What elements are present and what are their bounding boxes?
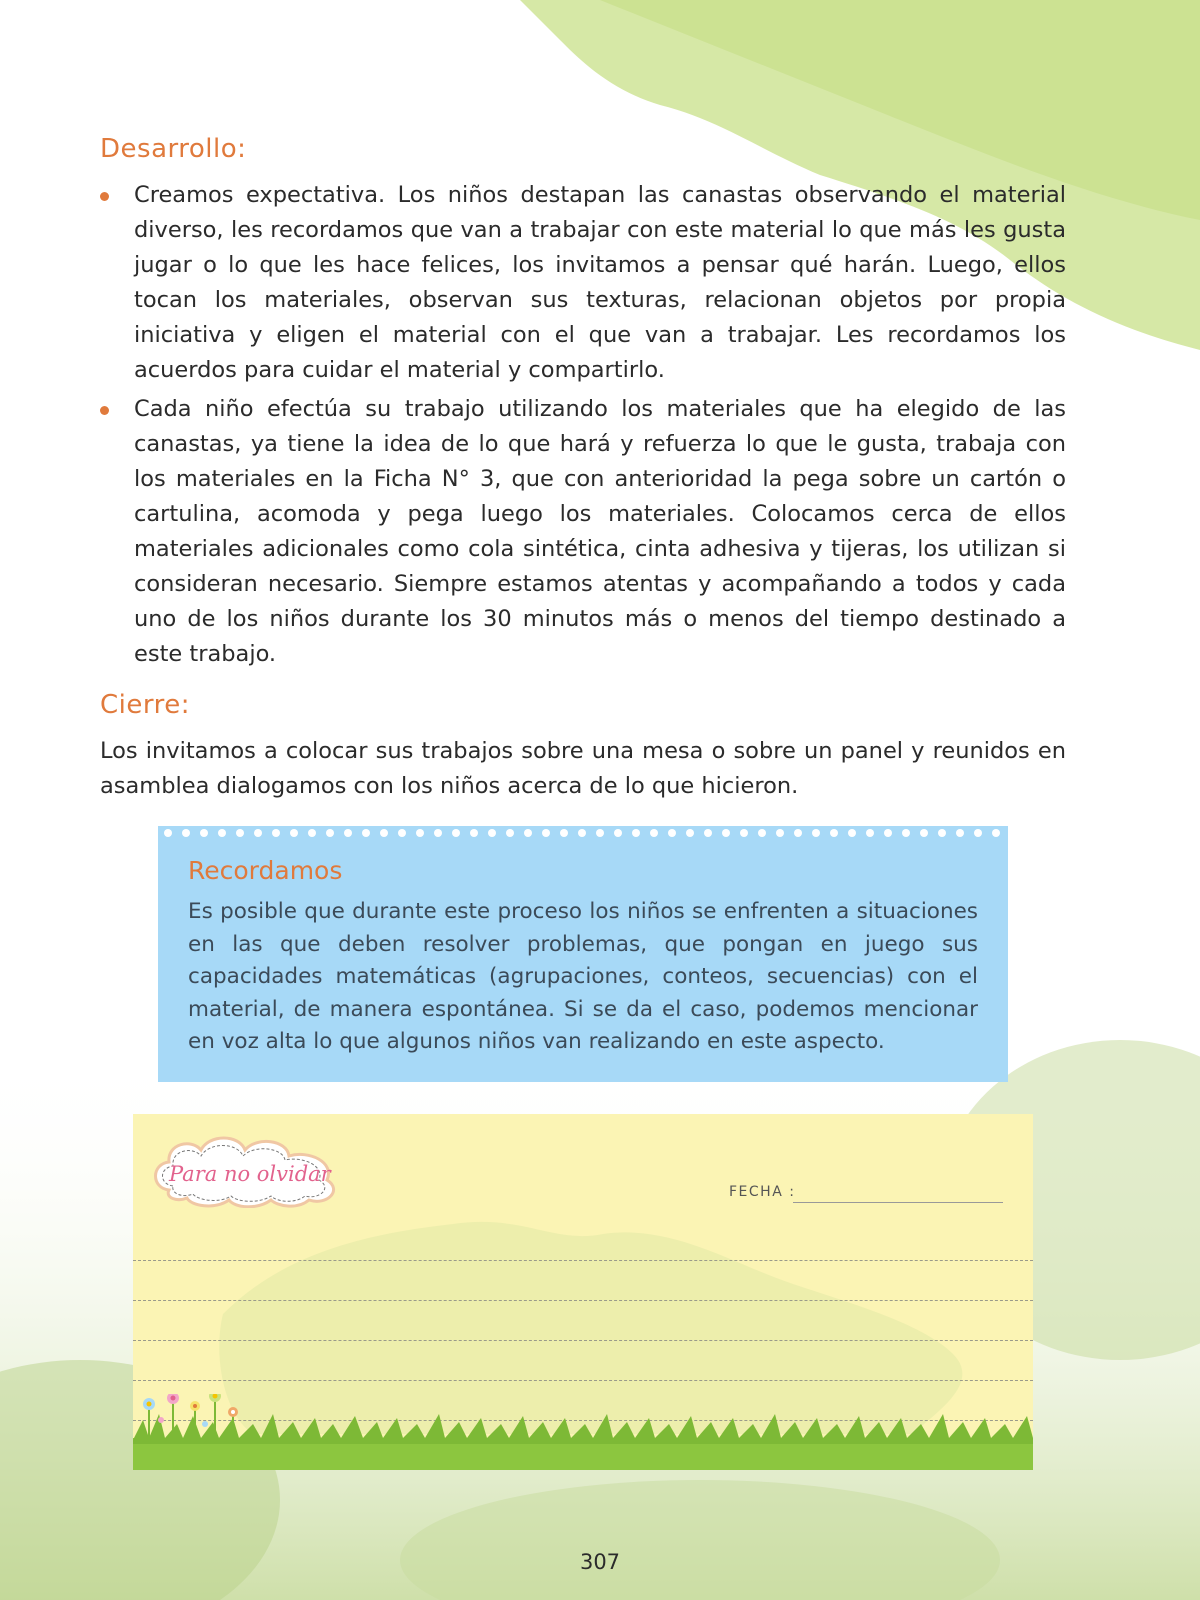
- writing-line[interactable]: [133, 1340, 1033, 1341]
- grass-flowers-icon: [133, 1394, 1033, 1470]
- desarrollo-list: [100, 178, 1066, 676]
- recordamos-text: Es posible que durante este proceso los niños se enfrenten a situaciones en las que deben resolver problemas, que pongan en juego sus capacidades matemáticas (agrupaciones, conteos, secuencias) con el material, de manera espontánea. Si se da el caso, podemos mencionar en voz alta lo que algunos niños van realizando en este aspecto.: [188, 899, 978, 1054]
- bullet-text: Cada niño efectúa su trabajo utilizando los materiales que ha elegido de las canastas, ya tiene la idea de lo que hará y refuerza lo que le gusta, trabaja con los materiales en la Ficha N° 3, que con anterioridad la pega sobre un cartón o cartulina, acomoda y pega luego los materiales. Colocamos cerca de ellos materiales adicionales como cola sintética, cinta adhesiva y tijeras, los utilizan si consideran necesario. Siempre estamos atentas y acompañando a todos y cada uno de los niños durante los 30 minutos más o menos del tiempo destinado a este trabajo.: [134, 396, 1066, 667]
- spiral-binding-icon: [158, 822, 1008, 844]
- bullet-icon: [100, 406, 109, 415]
- para-no-olvidar-box: [133, 1114, 1033, 1470]
- page-number: 307: [579, 1550, 621, 1574]
- bullet-text: Creamos expectativa. Los niños destapan las canastas observando el material diverso, les recordamos que van a trabajar con este material lo que más les gusta jugar o lo que les hace felices, los invitamos a pensar qué harán. Luego, ellos tocan los materiales, observan sus texturas, relacionan objetos por propia iniciativa y eligen el material con el que van a trabajar. Les recordamos los acuerdos para cuidar el material y compartirlo.: [134, 182, 1066, 383]
- list-item: [100, 178, 1066, 388]
- desarrollo-heading: Desarrollo:: [100, 134, 247, 164]
- recordamos-note: [158, 826, 1008, 1082]
- cierre-text: Los invitamos a colocar sus trabajos sobre una mesa o sobre un panel y reunidos en asamblea dialogamos con los niños acerca de lo que hicieron.: [100, 738, 1066, 799]
- cloud-label-text: Para no olvidar: [169, 1162, 331, 1186]
- recordamos-title: Recordamos: [188, 856, 343, 885]
- writing-line[interactable]: [133, 1380, 1033, 1381]
- bullet-icon: [100, 192, 109, 201]
- cierre-heading: Cierre:: [100, 690, 190, 720]
- writing-line[interactable]: [133, 1300, 1033, 1301]
- fecha-input-line[interactable]: [793, 1202, 1003, 1203]
- list-item: [100, 392, 1066, 672]
- fecha-label: FECHA :: [729, 1184, 796, 1200]
- writing-line[interactable]: [133, 1260, 1033, 1261]
